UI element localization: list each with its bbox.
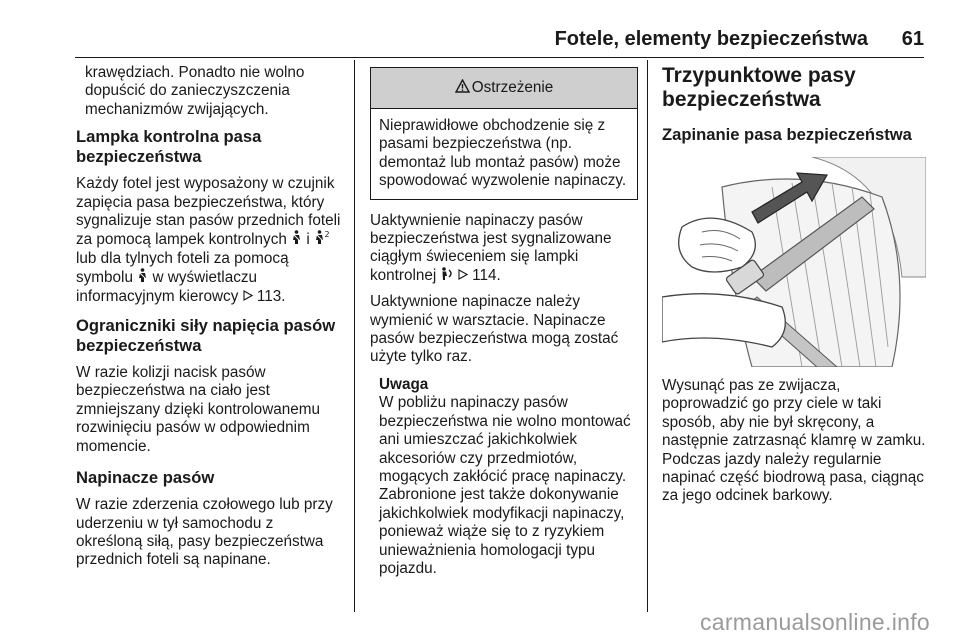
airbag-icon [441, 267, 454, 285]
activation-paragraph [370, 212, 638, 286]
limiter-paragraph: W razie kolizji nacisk pasów bezpieczeństwa na ciało jest zmniejszany dzięki kontrolowanemu rozwinięciu pasów w odpowiednim momencie. [76, 364, 321, 455]
seatbelt-icon [291, 230, 302, 249]
header-title: Fotele, elementy bezpieczeństwa [554, 28, 868, 50]
lamp-ref[interactable]: 113. [256, 287, 286, 305]
lamp-paragraph [76, 175, 342, 306]
warning-box [370, 67, 638, 200]
lamp-text-i: i [306, 231, 310, 249]
warning-title: Ostrzeżenie [471, 79, 554, 96]
ref-arrow-icon [243, 288, 253, 306]
warning-text: Nieprawidłowe obchodzenie się z pasami bezpieczeństwa (np. demontaż lub montaż pasów) może spowodować wyzwolenie napinaczy. [379, 117, 627, 190]
pretensioner-paragraph: W razie zderzenia czołowego lub przy uderzeniu w tył samochodu z określoną siłą, pasy bezpieczeństwa przednich foteli są napinane. [76, 496, 333, 569]
warning-header [371, 68, 637, 109]
page-number: 61 [901, 28, 924, 50]
note-title: Uwaga [379, 375, 429, 393]
watermark: carmanualsonline.info [699, 609, 930, 635]
ref-arrow-icon-2 [458, 267, 468, 285]
activation-ref[interactable]: 114. [472, 266, 501, 284]
column-divider-1 [354, 60, 355, 612]
limiter-heading: Ograniczniki siły napięcia pasów bezpieczeństwa [76, 316, 336, 356]
header-rule [75, 57, 924, 58]
lamp-text-lub: lub dla tylnych foteli za pomocą symbolu [76, 249, 289, 287]
note-text: W pobliżu napinaczy pasów bezpieczeństwa nie wolno montować ani umieszczać jakichkolwiek akcesoriów czy przedmiotów, mogących zakłócić pracę napinaczy. Zabronione jest także dokonywanie jakichkolwiek modyfikacji napinaczy, ponieważ wiąże się to z ryzykiem unieważnienia homologacji typu pojazdu. [379, 394, 631, 577]
lamp-text-a: Każdy fotel jest wyposażony w czujnik zapięcia pasa bezpieczeństwa, który sygnalizuje stan pasów przednich foteli za pomocą lampek kontrolnych [76, 175, 341, 249]
column-2 [370, 64, 638, 578]
warning-triangle-icon [455, 79, 470, 97]
section-subheading: Zapinanie pasa bezpieczeństwa [662, 125, 912, 144]
note-block [370, 376, 638, 578]
lamp-heading: Lampka kontrolna pasa bezpieczeństwa [76, 127, 262, 167]
warning-body [371, 109, 637, 199]
seatbelt-icon-2 [137, 268, 148, 287]
activation-text: Uaktywnienie napinaczy pasów bezpieczeństwa jest sygnalizowane ciągłym świeceniem się lampki kontrolnej [370, 211, 612, 284]
svg-text:2: 2 [324, 230, 330, 240]
seatbelt-rear-icon [314, 230, 332, 249]
column-3 [662, 64, 928, 506]
column-divider-2 [647, 60, 648, 612]
column-1 [76, 64, 342, 570]
pretensioner-heading: Napinacze pasów [76, 468, 215, 488]
replace-paragraph: Uaktywnione napinacze należy wymienić w warsztacie. Napinacze pasów bezpieczeństwa mogą zostać użyte tylko raz. [370, 293, 619, 366]
continued-text: krawędziach. Ponadto nie wolno dopuścić do zanieczyszczenia mechanizmów zwijających. [85, 64, 305, 118]
section-heading: Trzypunktowe pasy bezpieczeństwa [662, 64, 856, 111]
instruction-paragraph: Wysunąć pas ze zwijacza, poprowadzić go przy ciele w taki sposób, aby nie był skręcony, a następnie zatrzasnąć klamrę w zamku. Podczas jazdy należy regularnie napinać część biodrową pasa, ciągnąc za jego odcinek barkowy. [662, 377, 926, 505]
lamp-text-b: w wyświetlaczu informacyjnym kierowcy [76, 269, 258, 305]
seatbelt-illustration [662, 157, 926, 367]
